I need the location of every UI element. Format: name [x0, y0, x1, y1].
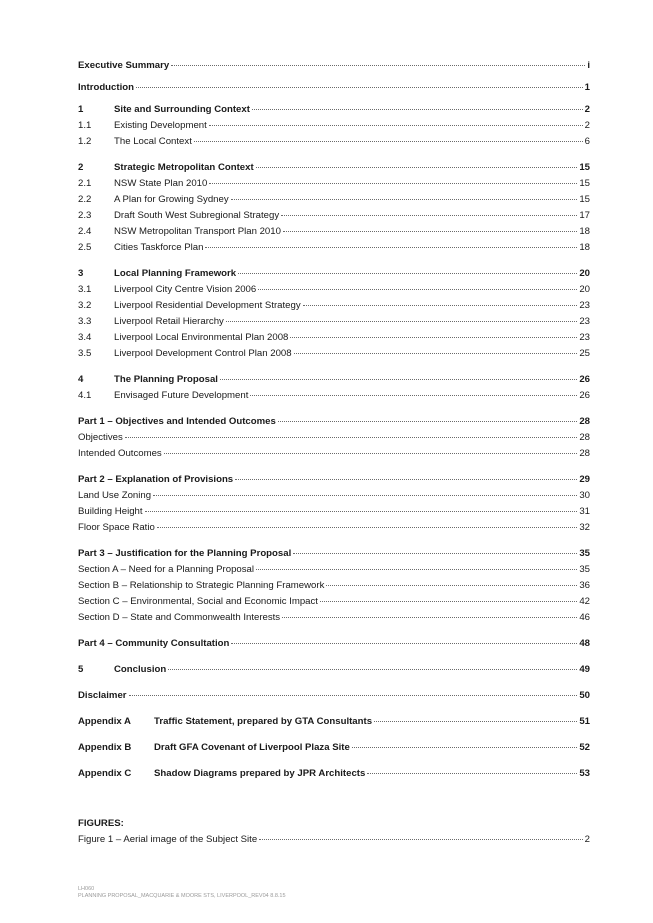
dot-leader	[256, 167, 578, 168]
toc-page: 20	[579, 284, 590, 295]
toc-entry-section-2-4[interactable]	[78, 224, 590, 240]
dot-leader	[259, 839, 582, 840]
toc-number: 2.4	[78, 226, 92, 237]
toc-entry-section-3-1[interactable]	[78, 282, 590, 298]
toc-title: Liverpool Local Environmental Plan 2008	[114, 332, 289, 343]
toc-entry-section-3[interactable]	[78, 266, 590, 282]
toc-page: 30	[579, 490, 590, 501]
toc-title: Cities Taskforce Plan	[114, 242, 204, 253]
toc-entry-appendix-c[interactable]	[78, 766, 590, 782]
dot-leader	[252, 109, 583, 110]
toc-page: 36	[579, 580, 590, 591]
toc-page: 29	[579, 474, 590, 485]
toc-entry-appendix-a[interactable]	[78, 714, 590, 730]
toc-entry-section-4-1[interactable]	[78, 388, 590, 404]
toc-title: Section B – Relationship to Strategic Planning Framework	[78, 580, 325, 591]
toc-page: 31	[579, 506, 590, 517]
toc-page: 23	[579, 300, 590, 311]
toc-number: 1	[78, 104, 84, 115]
toc-number: 3.4	[78, 332, 92, 343]
toc-entry-section-3-3[interactable]	[78, 314, 590, 330]
dot-leader	[256, 569, 577, 570]
toc-title: Part 3 – Justification for the Planning Proposal	[78, 548, 292, 559]
toc-entry-section-a[interactable]	[78, 562, 590, 578]
toc-entry-section-4[interactable]	[78, 372, 590, 388]
toc-page: 42	[579, 596, 590, 607]
toc-title: Liverpool Retail Hierarchy	[114, 316, 224, 327]
dot-leader	[290, 337, 577, 338]
toc-number: 3.5	[78, 348, 92, 359]
toc-number: 3.2	[78, 300, 92, 311]
toc-page: 49	[579, 664, 590, 675]
toc-entry-section-1[interactable]	[78, 102, 590, 118]
toc-number: 2.1	[78, 178, 92, 189]
toc-title: Building Height	[78, 506, 143, 517]
toc-page: 28	[579, 432, 590, 443]
toc-entry-section-2[interactable]	[78, 160, 590, 176]
toc-page: 15	[579, 194, 590, 205]
toc-entry-section-3-5[interactable]	[78, 346, 590, 362]
toc-page: i	[587, 60, 590, 71]
toc-entry-building-height[interactable]	[78, 504, 590, 520]
toc-number: Appendix A	[78, 716, 131, 727]
dot-leader	[235, 479, 577, 480]
toc-title: Traffic Statement, prepared by GTA Consultants	[154, 716, 373, 727]
toc-title: Introduction	[78, 82, 134, 93]
toc-title: Part 2 – Explanation of Provisions	[78, 474, 234, 485]
toc-entry-section-2-3[interactable]	[78, 208, 590, 224]
toc-page: 17	[579, 210, 590, 221]
dot-leader	[294, 353, 578, 354]
toc-entry-section-3-2[interactable]	[78, 298, 590, 314]
toc-title: Figure 1 – Aerial image of the Subject Site	[78, 834, 258, 845]
toc-entry-section-3-4[interactable]	[78, 330, 590, 346]
toc-page: 2	[584, 120, 590, 131]
toc-entry-part-2[interactable]	[78, 472, 590, 488]
toc-number: 2	[78, 162, 84, 173]
toc-page: 28	[579, 448, 590, 459]
toc-page: 18	[579, 242, 590, 253]
toc-entry-objectives[interactable]	[78, 430, 590, 446]
toc-title: Strategic Metropolitan Context	[114, 162, 254, 173]
toc-number: 5	[78, 664, 84, 675]
dot-leader	[209, 183, 577, 184]
toc-page: 26	[579, 374, 590, 385]
dot-leader	[293, 553, 577, 554]
toc-entry-section-2-2[interactable]	[78, 192, 590, 208]
dot-leader	[367, 773, 577, 774]
toc-number: 4.1	[78, 390, 92, 401]
toc-page: 25	[579, 348, 590, 359]
toc-title: Part 1 – Objectives and Intended Outcomes	[78, 416, 276, 427]
dot-leader	[231, 643, 577, 644]
toc-page: 28	[579, 416, 590, 427]
toc-number: 3	[78, 268, 84, 279]
toc-title: Section C – Environmental, Social and Economic Impact	[78, 596, 318, 607]
dot-leader	[374, 721, 577, 722]
dot-leader	[282, 617, 577, 618]
toc-title: The Planning Proposal	[114, 374, 218, 385]
toc-page: 23	[579, 332, 590, 343]
toc-number: 3.1	[78, 284, 92, 295]
dot-leader	[209, 125, 583, 126]
dot-leader	[352, 747, 578, 748]
toc-title: A Plan for Growing Sydney	[114, 194, 229, 205]
toc-number: 1.2	[78, 136, 92, 147]
dot-leader	[168, 669, 577, 670]
toc-entry-introduction[interactable]	[78, 80, 590, 96]
toc-entry-floor-space-ratio[interactable]	[78, 520, 590, 536]
toc-page: 35	[579, 548, 590, 559]
toc-page: 15	[579, 178, 590, 189]
dot-leader	[303, 305, 578, 306]
dot-leader	[129, 695, 578, 696]
dot-leader	[171, 65, 585, 66]
dot-leader	[278, 421, 578, 422]
toc-page: 20	[579, 268, 590, 279]
toc-entry-section-b[interactable]	[78, 578, 590, 594]
toc-page: 1	[584, 82, 590, 93]
dot-leader	[326, 585, 577, 586]
toc-title: Envisaged Future Development	[114, 390, 249, 401]
toc-page: 15	[579, 162, 590, 173]
toc-page: 6	[584, 136, 590, 147]
toc-entry-land-use-zoning[interactable]	[78, 488, 590, 504]
dot-leader	[281, 215, 577, 216]
dot-leader	[194, 141, 583, 142]
toc-title: Site and Surrounding Context	[114, 104, 250, 115]
toc-page: 2	[584, 104, 590, 115]
toc-entry-part-4[interactable]	[78, 636, 590, 652]
toc-title: Objectives	[78, 432, 123, 443]
toc-entry-executive-summary[interactable]	[78, 58, 590, 74]
toc-number: 2.3	[78, 210, 92, 221]
dot-leader	[125, 437, 578, 438]
toc-title: Shadow Diagrams prepared by JPR Architects	[154, 768, 366, 779]
dot-leader	[226, 321, 577, 322]
toc-page: 48	[579, 638, 590, 649]
dot-leader	[136, 87, 583, 88]
toc-page: 35	[579, 564, 590, 575]
dot-leader	[164, 453, 578, 454]
dot-leader	[320, 601, 577, 602]
toc-title: Draft GFA Covenant of Liverpool Plaza Site	[154, 742, 350, 753]
toc-entry-appendix-b[interactable]	[78, 740, 590, 756]
toc-page: 18	[579, 226, 590, 237]
dot-leader	[153, 495, 577, 496]
page-footer	[78, 886, 286, 900]
toc-title: Section D – State and Commonwealth Interests	[78, 612, 281, 623]
toc-title: NSW State Plan 2010	[114, 178, 208, 189]
toc-title: Disclaimer	[78, 690, 127, 701]
dot-leader	[145, 511, 578, 512]
dot-leader	[157, 527, 578, 528]
dot-leader	[238, 273, 577, 274]
toc-page: 32	[579, 522, 590, 533]
toc-number: 1.1	[78, 120, 92, 131]
toc-page: 23	[579, 316, 590, 327]
toc-title: Intended Outcomes	[78, 448, 162, 459]
toc-number: 2.2	[78, 194, 92, 205]
toc-page: 50	[579, 690, 590, 701]
toc-title: Conclusion	[114, 664, 167, 675]
toc-title: Liverpool City Centre Vision 2006	[114, 284, 257, 295]
toc-page: 51	[579, 716, 590, 727]
toc-entry-section-1-2[interactable]	[78, 134, 590, 150]
figures-heading: FIGURES:	[78, 818, 124, 829]
dot-leader	[258, 289, 577, 290]
toc-entry-section-2-5[interactable]	[78, 240, 590, 256]
toc-title: Local Planning Framework	[114, 268, 237, 279]
toc-page: 46	[579, 612, 590, 623]
toc-page: 53	[579, 768, 590, 779]
toc-entry-part-1[interactable]	[78, 414, 590, 430]
toc-title: Existing Development	[114, 120, 207, 131]
toc-title: Land Use Zoning	[78, 490, 152, 501]
toc-entry-intended-outcomes[interactable]	[78, 446, 590, 462]
dot-leader	[250, 395, 577, 396]
toc-page: 52	[579, 742, 590, 753]
toc-entry-section-c[interactable]	[78, 594, 590, 610]
dot-leader	[283, 231, 577, 232]
toc-number: 3.3	[78, 316, 92, 327]
dot-leader	[205, 247, 577, 248]
footer-code: LH060	[78, 886, 95, 892]
toc-title: Part 4 – Community Consultation	[78, 638, 230, 649]
toc-page: 2	[584, 834, 590, 845]
toc-title: Section A – Need for a Planning Proposal	[78, 564, 255, 575]
toc-entry-section-d[interactable]	[78, 610, 590, 626]
toc-page: 26	[579, 390, 590, 401]
toc-number: 2.5	[78, 242, 92, 253]
toc-title: Executive Summary	[78, 60, 170, 71]
toc-title: Floor Space Ratio	[78, 522, 155, 533]
toc-entry-section-2-1[interactable]	[78, 176, 590, 192]
dot-leader	[220, 379, 577, 380]
footer-document-ref: PLANNING PROPOSAL_MACQUARIE & MOORE STS, LIVERPOOL_REV04 8.8.15	[78, 893, 286, 899]
dot-leader	[231, 199, 578, 200]
toc-number: Appendix B	[78, 742, 132, 753]
toc-entry-section-1-1[interactable]	[78, 118, 590, 134]
toc-title: Liverpool Development Control Plan 2008	[114, 348, 292, 359]
toc-entry-part-3[interactable]	[78, 546, 590, 562]
toc-title: Liverpool Residential Development Strategy	[114, 300, 301, 311]
toc-number: Appendix C	[78, 768, 132, 779]
table-of-contents	[78, 58, 590, 848]
toc-entry-section-5[interactable]	[78, 662, 590, 678]
toc-entry-disclaimer[interactable]	[78, 688, 590, 704]
toc-title: The Local Context	[114, 136, 192, 147]
toc-title: Draft South West Subregional Strategy	[114, 210, 280, 221]
toc-entry-figure-1[interactable]	[78, 832, 590, 848]
toc-title: NSW Metropolitan Transport Plan 2010	[114, 226, 281, 237]
toc-number: 4	[78, 374, 84, 385]
